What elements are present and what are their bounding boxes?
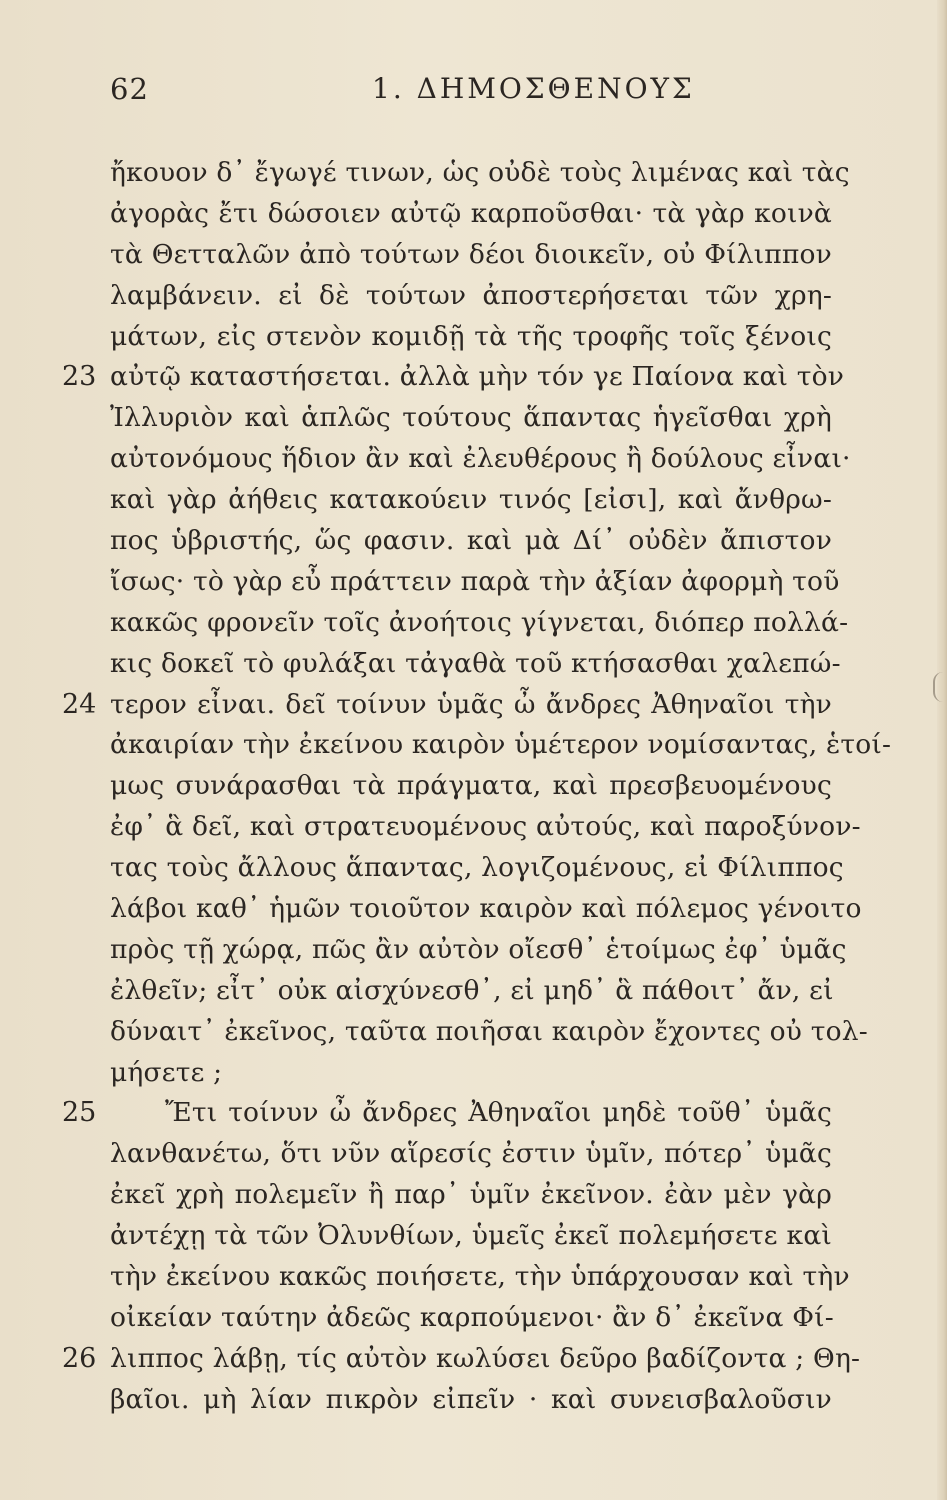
section-number: 26: [62, 1342, 97, 1374]
line-text: Ἰλλυριὸν καὶ ἁπλῶς τούτους ἅπαντας ἡγεῖσθαι χρὴ: [110, 402, 832, 434]
text-line: [0, 480, 947, 521]
text-line: [0, 398, 947, 439]
line-text: μως συνάρασθαι τὰ πράγματα, καὶ πρεσβευομένους: [110, 770, 832, 802]
text-line: [0, 562, 947, 603]
line-text: μάτων, εἰς στενὸν κομιδῇ τὰ τῆς τροφῆς τοῖς ξένοις: [110, 320, 832, 352]
text-line: [0, 317, 947, 358]
line-text: λαμβάνειν. εἰ δὲ τούτων ἀποστερήσεται τῶν χρη-: [110, 279, 832, 311]
line-text: δύναιτ᾽ ἐκεῖνος, ταῦτα ποιῆσαι καιρὸν ἔχοντες οὐ τολ-: [110, 1015, 868, 1047]
page-number: 62: [110, 72, 149, 106]
text-line: [0, 1380, 947, 1421]
text-line: [0, 1216, 947, 1257]
text-line: [0, 725, 947, 766]
line-text: λιππος λάβῃ, τίς αὐτὸν κωλύσει δεῦρο βαδίζοντα ; Θη-: [110, 1342, 861, 1374]
text-line: [0, 889, 947, 930]
line-text: ἴσως· τὸ γὰρ εὖ πράττειν παρὰ τὴν ἀξίαν ἀφορμὴ τοῦ: [110, 565, 840, 597]
line-text: Ἔτι τοίνυν ὦ ἄνδρες Ἀθηναῖοι μηδὲ τοῦθ᾽ ὑμᾶς: [165, 1097, 832, 1129]
text-line: [0, 153, 947, 194]
text-line: [0, 439, 947, 480]
line-text: ἀντέχῃ τὰ τῶν Ὀλυνθίων, ὑμεῖς ἐκεῖ πολεμήσετε καὶ: [110, 1220, 832, 1252]
line-text: αὐτῷ καταστήσεται. ἀλλὰ μὴν τόν γε Παίονα καὶ τὸν: [110, 361, 845, 393]
line-text: ἤκουον δ᾽ ἔγωγέ τινων, ὡς οὐδὲ τοὺς λιμένας καὶ τὰς: [110, 157, 850, 188]
text-line: [0, 603, 947, 644]
section-number: 23: [62, 361, 97, 393]
line-text: τας τοὺς ἄλλους ἅπαντας, λογιζομένους, εἰ Φίλιππος: [110, 852, 844, 884]
line-text: πρὸς τῇ χώρᾳ, πῶς ἂν αὐτὸν οἴεσθ᾽ ἑτοίμως ἐφ᾽ ὑμᾶς: [110, 933, 847, 965]
text-line: [0, 685, 947, 726]
text-line: [0, 644, 947, 685]
line-text: κις δοκεῖ τὸ φυλάξαι τἀγαθὰ τοῦ κτήσασθαι χαλεπώ-: [110, 647, 841, 679]
running-title: 1. ΔΗΜΟΣΘΕΝΟΥΣ: [372, 72, 695, 105]
line-text: ἐλθεῖν; εἶτ᾽ οὐκ αἰσχύνεσθ᾽, εἰ μηδ᾽ ἃ πάθοιτ᾽ ἄν, εἰ: [110, 974, 834, 1006]
text-line: [0, 766, 947, 807]
line-text: ἀκαιρίαν τὴν ἐκείνου καιρὸν ὑμέτερον νομίσαντας, ἑτοί-: [110, 729, 892, 761]
section-number: 24: [62, 688, 97, 720]
text-line: [0, 848, 947, 889]
line-text: καὶ γὰρ ἀήθεις κατακούειν τινός [εἰσι], καὶ ἄνθρω-: [110, 484, 832, 516]
margin-mark: [933, 672, 945, 702]
line-text: ἐκεῖ χρὴ πολεμεῖν ἢ παρ᾽ ὑμῖν ἐκεῖνον. ἐὰν μὲν γὰρ: [110, 1179, 832, 1211]
greek-text-body: [0, 153, 947, 1421]
text-line: [0, 1339, 947, 1380]
line-text: ἐφ᾽ ἃ δεῖ, καὶ στρατευομένους αὐτούς, καὶ παροξύνον-: [110, 811, 861, 843]
text-line: [0, 521, 947, 562]
text-line: [0, 807, 947, 848]
text-line: [0, 930, 947, 971]
line-text: οἰκείαν ταύτην ἀδεῶς καρπούμενοι· ἂν δ᾽ ἐκεῖνα Φί-: [110, 1301, 834, 1333]
text-line: [0, 357, 947, 398]
line-text: τὴν ἐκείνου κακῶς ποιήσετε, τὴν ὑπάρχουσαν καὶ τὴν: [110, 1261, 850, 1293]
text-line: [0, 971, 947, 1012]
line-text: κακῶς φρονεῖν τοῖς ἀνοήτοις γίγνεται, διόπερ πολλά-: [110, 606, 849, 638]
line-text: λάβοι καθ᾽ ἡμῶν τοιοῦτον καιρὸν καὶ πόλεμος γένοιτο: [110, 893, 862, 925]
text-line: [0, 1257, 947, 1298]
text-line: [0, 1134, 947, 1175]
text-line: [0, 1012, 947, 1053]
line-text: τὰ Θετταλῶν ἀπὸ τούτων δέοι διοικεῖν, οὐ Φίλιππον: [110, 238, 832, 270]
line-text: μήσετε ;: [110, 1056, 223, 1088]
line-text: αὐτονόμους ἥδιον ἂν καὶ ἐλευθέρους ἢ δούλους εἶναι·: [110, 443, 851, 475]
text-line: [0, 276, 947, 317]
text-line: [0, 194, 947, 235]
line-text: βαῖοι. μὴ λίαν πικρὸν εἰπεῖν · καὶ συνεισβαλοῦσιν: [110, 1383, 832, 1415]
line-text: ἀγορὰς ἔτι δώσοιεν αὐτῷ καρποῦσθαι· τὰ γὰρ κοινὰ: [110, 197, 832, 229]
section-number: 25: [62, 1097, 97, 1129]
text-line: [0, 235, 947, 276]
page-header: [110, 72, 830, 112]
line-text: τερον εἶναι. δεῖ τοίνυν ὑμᾶς ὦ ἄνδρες Ἀθηναῖοι τὴν: [110, 688, 832, 720]
line-text: λανθανέτω, ὅτι νῦν αἵρεσίς ἐστιν ὑμῖν, πότερ᾽ ὑμᾶς: [110, 1138, 832, 1170]
line-text: πος ὑβριστής, ὥς φασιν. καὶ μὰ Δί᾽ οὐδὲν ἄπιστον: [110, 525, 832, 557]
text-line: [0, 1093, 947, 1134]
text-line: [0, 1175, 947, 1216]
text-line: [0, 1298, 947, 1339]
text-line: [0, 1053, 947, 1094]
page-edge: [937, 0, 947, 1500]
